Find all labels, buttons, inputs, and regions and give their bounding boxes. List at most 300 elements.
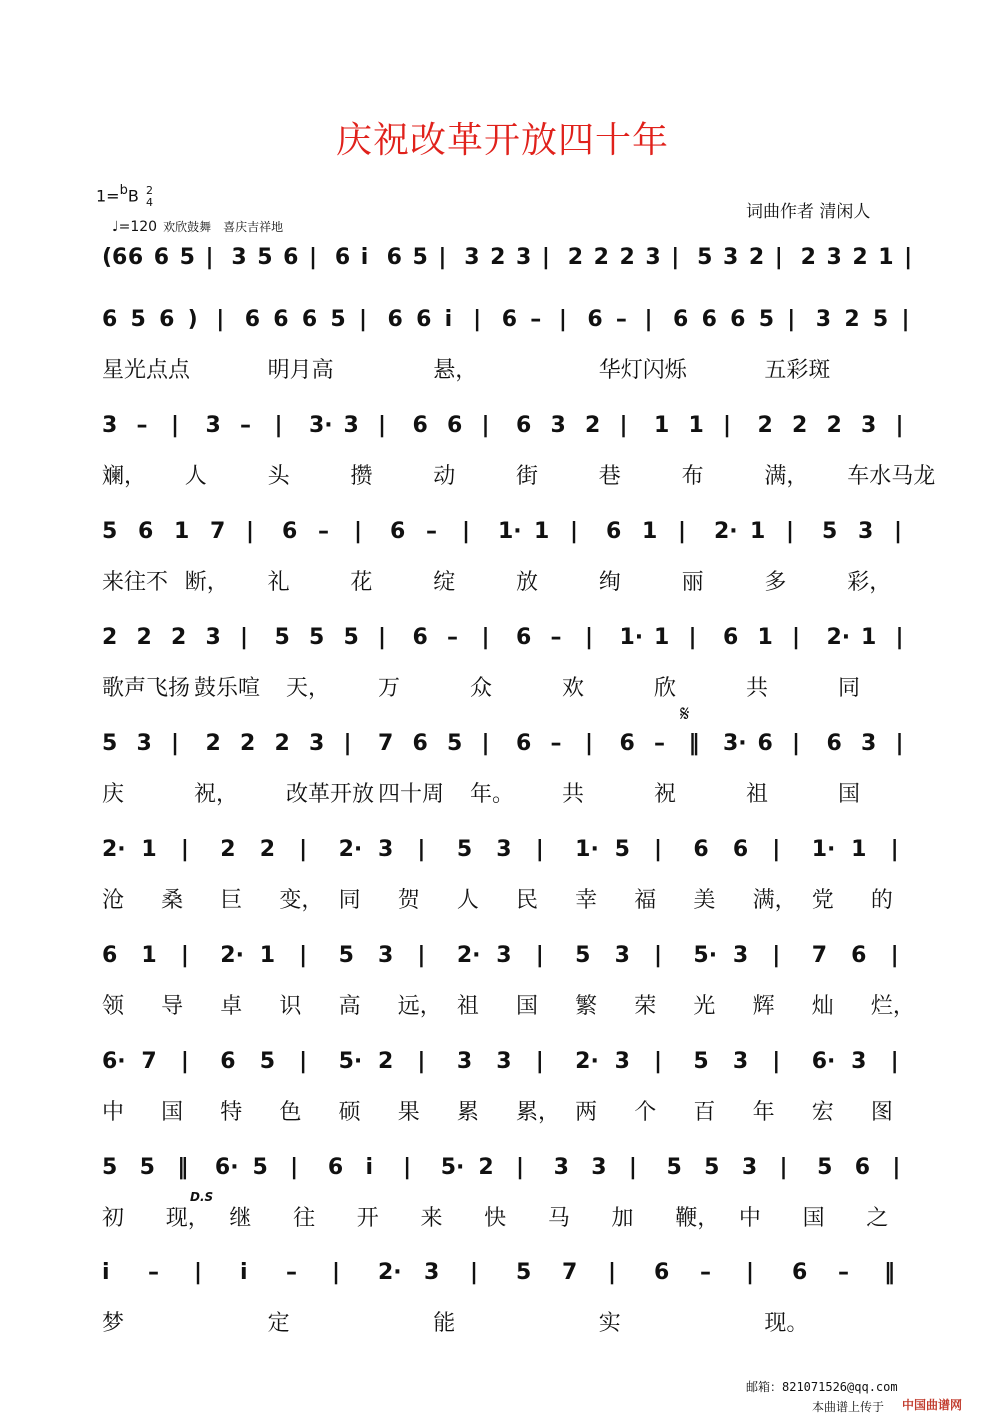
note: 6 (619, 731, 635, 756)
lyric: 人 (456, 888, 479, 913)
note: 1 (259, 943, 276, 968)
notation-row (0, 1260, 1005, 1294)
note: 3 (309, 731, 325, 756)
lyric: 街 (516, 464, 539, 489)
lyric: 烂， (870, 994, 915, 1019)
lyrics-row (0, 989, 1005, 1021)
lyric: 识 (279, 994, 302, 1019)
notation-row (0, 731, 1005, 765)
lyric: 中 (738, 1206, 761, 1231)
barline: | (417, 943, 426, 968)
barline: | (332, 1260, 341, 1285)
barline: | (358, 307, 367, 332)
barline: | (240, 625, 249, 650)
lyric: 四十周 (378, 782, 445, 807)
barline: | (644, 307, 653, 332)
note: 1 (688, 413, 704, 438)
note: 3 (136, 731, 152, 756)
note: 6· (102, 1049, 126, 1074)
lyric: 巷 (598, 464, 621, 489)
lyric: 祖 (456, 994, 479, 1019)
lyric: 快 (484, 1206, 507, 1231)
note: 6 (412, 731, 428, 756)
note: – (550, 625, 562, 650)
note: 1 (750, 519, 766, 544)
barline: ‖ (688, 731, 700, 756)
time-bottom: 4 (145, 196, 153, 209)
lyric: 多 (764, 570, 787, 595)
lyric: 继 (229, 1206, 252, 1231)
note: 1· (811, 837, 836, 862)
note: 5 (102, 731, 118, 756)
barline: | (180, 1049, 189, 1074)
lyric: 的 (870, 888, 893, 913)
note: 6 (723, 625, 739, 650)
lyric: 国 (161, 1100, 184, 1125)
note: 5 (614, 837, 630, 862)
key-note: B (127, 186, 139, 206)
lyric: 图 (870, 1100, 893, 1125)
lyrics-row (0, 777, 1005, 809)
note: 6 (732, 837, 749, 862)
note: 5 (139, 1155, 155, 1180)
lyric: 车水马龙 (847, 464, 936, 489)
note: 1 (654, 413, 670, 438)
note: 6 (273, 307, 289, 332)
note: 5 (179, 245, 195, 270)
barline: | (299, 943, 308, 968)
note: 1· (498, 519, 522, 544)
barline: | (343, 731, 352, 756)
barline: | (772, 1049, 781, 1074)
lyric: 头 (267, 464, 290, 489)
barline: | (901, 307, 910, 332)
note: 2· (102, 837, 126, 862)
lyric: 能 (433, 1311, 456, 1336)
note: 2 (792, 413, 808, 438)
barline: | (890, 837, 899, 862)
lyric: 变， (279, 888, 324, 913)
note: 5 (666, 1155, 682, 1180)
tempo-style: 欢欣鼓舞 喜庆吉祥地 (163, 220, 284, 234)
note: 6 (390, 519, 406, 544)
barline: | (890, 943, 899, 968)
lyric: 累 (456, 1100, 479, 1125)
time-signature (146, 185, 153, 209)
barline: | (746, 1260, 755, 1285)
note: 5 (102, 1155, 118, 1180)
barline: | (772, 943, 781, 968)
note: 5 (102, 519, 118, 544)
barline: | (481, 625, 490, 650)
lyrics-row (0, 671, 1005, 703)
note: 6 (283, 245, 299, 270)
lyric: 定 (267, 1311, 290, 1336)
lyric: 中 (102, 1100, 125, 1125)
lyric: 领 (102, 994, 125, 1019)
note: 6 (516, 413, 532, 438)
lyric: 加 (611, 1206, 634, 1231)
barline: ‖ (884, 1260, 895, 1285)
note: 7 (210, 519, 226, 544)
note: 6 (412, 413, 428, 438)
lyric: 灿 (811, 994, 834, 1019)
note: 2 (259, 837, 276, 862)
lyric: 国 (516, 994, 539, 1019)
note: 6 (854, 1155, 871, 1180)
note: 2· (378, 1260, 402, 1285)
note: 1· (575, 837, 599, 862)
note: 2· (826, 625, 851, 650)
key-prefix: 1= (96, 186, 120, 206)
note: i (102, 1260, 110, 1285)
lyric: 卓 (220, 994, 243, 1019)
note: 2 (478, 1155, 494, 1180)
barline: | (481, 413, 490, 438)
note: 2· (714, 519, 738, 544)
note: 3 (516, 245, 532, 270)
lyric: 累， (516, 1100, 561, 1125)
lyric: 国 (838, 782, 861, 807)
note: 5· (338, 1049, 363, 1074)
flat-sign: b (119, 182, 128, 198)
lyric: 动 (433, 464, 456, 489)
note: 3 (614, 943, 630, 968)
note: 7 (562, 1260, 578, 1285)
note: 5 (693, 1049, 709, 1074)
note: 2 (800, 245, 816, 270)
note: 6 (102, 943, 118, 968)
lyrics-row (0, 883, 1005, 915)
barline: | (792, 731, 801, 756)
note: 1 (174, 519, 190, 544)
lyric: 百 (693, 1100, 716, 1125)
barline: | (541, 245, 550, 270)
note: 3 (496, 943, 512, 968)
lyric: 欢 (562, 676, 585, 701)
lyric: 礼 (267, 570, 290, 595)
barline: | (772, 837, 781, 862)
note: 3 (343, 413, 359, 438)
note: 2 (567, 245, 584, 270)
lyric: 欣 (654, 676, 677, 701)
footer-uploaded: 本曲谱上传于 (812, 1400, 885, 1414)
note: 1 (141, 837, 157, 862)
note: 3 (550, 413, 566, 438)
note: 6 (282, 519, 298, 544)
note: 3 (553, 1155, 569, 1180)
barline: | (904, 245, 913, 270)
lyrics-row (0, 1306, 1005, 1338)
time-top: 2 (145, 184, 153, 197)
barline: | (779, 1155, 788, 1180)
barline: | (205, 245, 214, 270)
lyric: 满， (752, 888, 797, 913)
note: 3 (732, 943, 749, 968)
note: 6 (159, 307, 175, 332)
segno-mark: 𝄋 (680, 702, 690, 727)
lyrics-row (0, 459, 1005, 491)
lyric: 幸 (575, 888, 598, 913)
barline: | (171, 413, 180, 438)
note: 1 (757, 625, 773, 650)
note: – (240, 413, 251, 438)
note: 6 (516, 731, 532, 756)
note: 5· (440, 1155, 465, 1180)
barline: | (180, 837, 189, 862)
note: 2 (490, 245, 506, 270)
note: 3 (826, 245, 842, 270)
note: (6 (102, 245, 128, 270)
note: 5 (758, 307, 774, 332)
barline: | (438, 245, 447, 270)
note: 3 (591, 1155, 607, 1180)
lyric: 同 (838, 676, 861, 701)
note: 2 (171, 625, 187, 650)
note: – (654, 731, 665, 756)
tempo-marking (112, 218, 283, 235)
note: 6 (701, 307, 717, 332)
note: 3 (496, 837, 512, 862)
note: 6 (826, 731, 842, 756)
lyric: 宏 (811, 1100, 834, 1125)
note: 6 (327, 1155, 344, 1180)
barline: | (608, 1260, 617, 1285)
lyric: 来往不 (102, 570, 169, 595)
note: 3 (205, 625, 221, 650)
note: – (838, 1260, 849, 1285)
note: 1 (851, 837, 867, 862)
note: – (426, 519, 437, 544)
note: 6 (412, 625, 428, 650)
lyric: 远， (397, 994, 442, 1019)
note: 5 (330, 307, 346, 332)
note: – (615, 307, 627, 332)
lyric: 年 (752, 1100, 775, 1125)
note: 3 (102, 413, 118, 438)
note: 3 (851, 1049, 867, 1074)
lyric: 民 (516, 888, 539, 913)
barline: | (792, 625, 801, 650)
note: 2 (136, 625, 152, 650)
lyric: 果 (397, 1100, 420, 1125)
barline: | (171, 731, 180, 756)
barline: | (774, 245, 783, 270)
note: 5 (817, 1155, 833, 1180)
note: 2 (205, 731, 221, 756)
barline: | (654, 943, 663, 968)
barline: | (246, 519, 255, 544)
lyric: 改革开放 (286, 782, 375, 807)
note: 5 (338, 943, 354, 968)
note: 6 (244, 307, 261, 332)
note: 6 (153, 245, 170, 270)
note: 3 (723, 245, 739, 270)
barline: | (378, 413, 387, 438)
note: 6 (220, 1049, 236, 1074)
lyrics-row (0, 1201, 1005, 1233)
note: 6 (386, 245, 402, 270)
note: 2 (220, 837, 236, 862)
lyric: 党 (811, 888, 834, 913)
lyric: 贺 (397, 888, 420, 913)
barline: | (417, 837, 426, 862)
barline: | (894, 519, 903, 544)
note: 5 (343, 625, 359, 650)
lyric: 绚 (598, 570, 621, 595)
barline: | (535, 943, 544, 968)
note: 1 (878, 245, 894, 270)
lyric: 攒 (350, 464, 373, 489)
note: 6· (811, 1049, 836, 1074)
note: 6 (102, 307, 118, 332)
lyric: 同 (338, 888, 361, 913)
note: 5· (693, 943, 718, 968)
barline: | (462, 519, 471, 544)
notation-row (0, 625, 1005, 659)
note: 3 (378, 837, 394, 862)
note: 7 (141, 1049, 157, 1074)
note: 6 (693, 837, 709, 862)
page-title: 庆祝改革开放四十年 (335, 120, 669, 161)
notation-row (0, 1049, 1005, 1083)
lyric: 祖 (746, 782, 769, 807)
lyric: 花 (350, 570, 373, 595)
lyric: 往 (293, 1206, 316, 1231)
note: 5 (274, 625, 290, 650)
lyric: 斓， (102, 464, 147, 489)
barline: | (654, 837, 663, 862)
lyric: 人 (184, 464, 207, 489)
lyric: 沧 (102, 888, 125, 913)
lyric: 梦 (102, 1311, 125, 1336)
barline: ‖ (177, 1155, 189, 1180)
barline: | (890, 1049, 899, 1074)
lyric: 祝， (194, 782, 239, 807)
barline: | (535, 837, 544, 862)
note: 3 (741, 1155, 758, 1180)
note: 5 (697, 245, 713, 270)
barline: | (403, 1155, 412, 1180)
barline: | (481, 731, 490, 756)
note: 2 (585, 413, 601, 438)
ds-mark: D.S (190, 1190, 214, 1204)
barline: | (558, 307, 567, 332)
lyric: 共 (562, 782, 585, 807)
note: 6 (447, 413, 463, 438)
note: 5 (130, 307, 146, 332)
barline: | (299, 837, 308, 862)
note: 6 (516, 625, 532, 650)
lyric: 五彩斑 (764, 358, 831, 383)
note: 5 (822, 519, 838, 544)
lyric: 华灯闪烁 (598, 358, 687, 383)
note: 2 (593, 245, 609, 270)
note: – (530, 307, 542, 332)
barline: | (895, 731, 904, 756)
lyric: 放 (516, 570, 539, 595)
note: 7 (378, 731, 394, 756)
note: 6 (757, 731, 773, 756)
note: 1 (654, 625, 670, 650)
lyric: 悬， (433, 358, 478, 383)
note: – (286, 1260, 297, 1285)
barline: | (678, 519, 687, 544)
barline: | (895, 413, 904, 438)
note: – (148, 1260, 159, 1285)
note: 5 (704, 1155, 720, 1180)
note: 3 (496, 1049, 512, 1074)
note: 2 (102, 625, 118, 650)
tempo-value: ♩=120 (112, 219, 158, 235)
lyric: 鞭， (675, 1206, 720, 1231)
lyric: 色 (279, 1100, 302, 1125)
note: 3 (614, 1049, 630, 1074)
note: 1 (141, 943, 157, 968)
lyric: 美 (693, 888, 716, 913)
note: 1· (619, 625, 644, 650)
notation-row (0, 1155, 1005, 1189)
lyric: 鼓乐喧 (194, 676, 261, 701)
lyric: 导 (161, 994, 184, 1019)
note: 2· (220, 943, 244, 968)
note: i (360, 245, 369, 270)
note: 6 (606, 519, 622, 544)
lyric: 特 (220, 1100, 243, 1125)
lyric: 荣 (634, 994, 657, 1019)
lyrics-row (0, 565, 1005, 597)
note: 6 (673, 307, 689, 332)
barline: | (378, 625, 387, 650)
note: 2 (852, 245, 868, 270)
lyric: 桑 (161, 888, 184, 913)
lyric: 年。 (470, 782, 515, 807)
note: 5 (259, 1049, 276, 1074)
note: 5 (412, 245, 428, 270)
note: 1 (642, 519, 658, 544)
barline: | (654, 1049, 663, 1074)
note: 5 (575, 943, 591, 968)
barline: | (470, 1260, 479, 1285)
lyric: 高 (338, 994, 361, 1019)
notation-row (0, 837, 1005, 871)
lyric: 繁 (575, 994, 598, 1019)
lyric: 断， (184, 570, 229, 595)
note: 2 (274, 731, 290, 756)
lyric: 两 (575, 1100, 598, 1125)
note: 5 (252, 1155, 268, 1180)
site-logo: 中国曲谱网 (902, 1398, 963, 1412)
lyric: 彩， (847, 570, 892, 595)
lyric: 光 (693, 994, 716, 1019)
barline: | (723, 413, 732, 438)
note: – (136, 413, 148, 438)
lyric: 硕 (338, 1100, 361, 1125)
note: 3 (456, 1049, 473, 1074)
note: 1 (534, 519, 550, 544)
note: 2 (619, 245, 635, 270)
note: 3 (732, 1049, 749, 1074)
barline: | (895, 625, 904, 650)
lyrics-row (0, 1095, 1005, 1127)
barline: | (619, 413, 628, 438)
barline: | (299, 1049, 308, 1074)
lyric: 万 (378, 676, 401, 701)
note: 6 (792, 1260, 808, 1285)
lyric: 现， (165, 1206, 210, 1231)
note: 6 (334, 245, 351, 270)
lyric: 庆 (102, 782, 125, 807)
